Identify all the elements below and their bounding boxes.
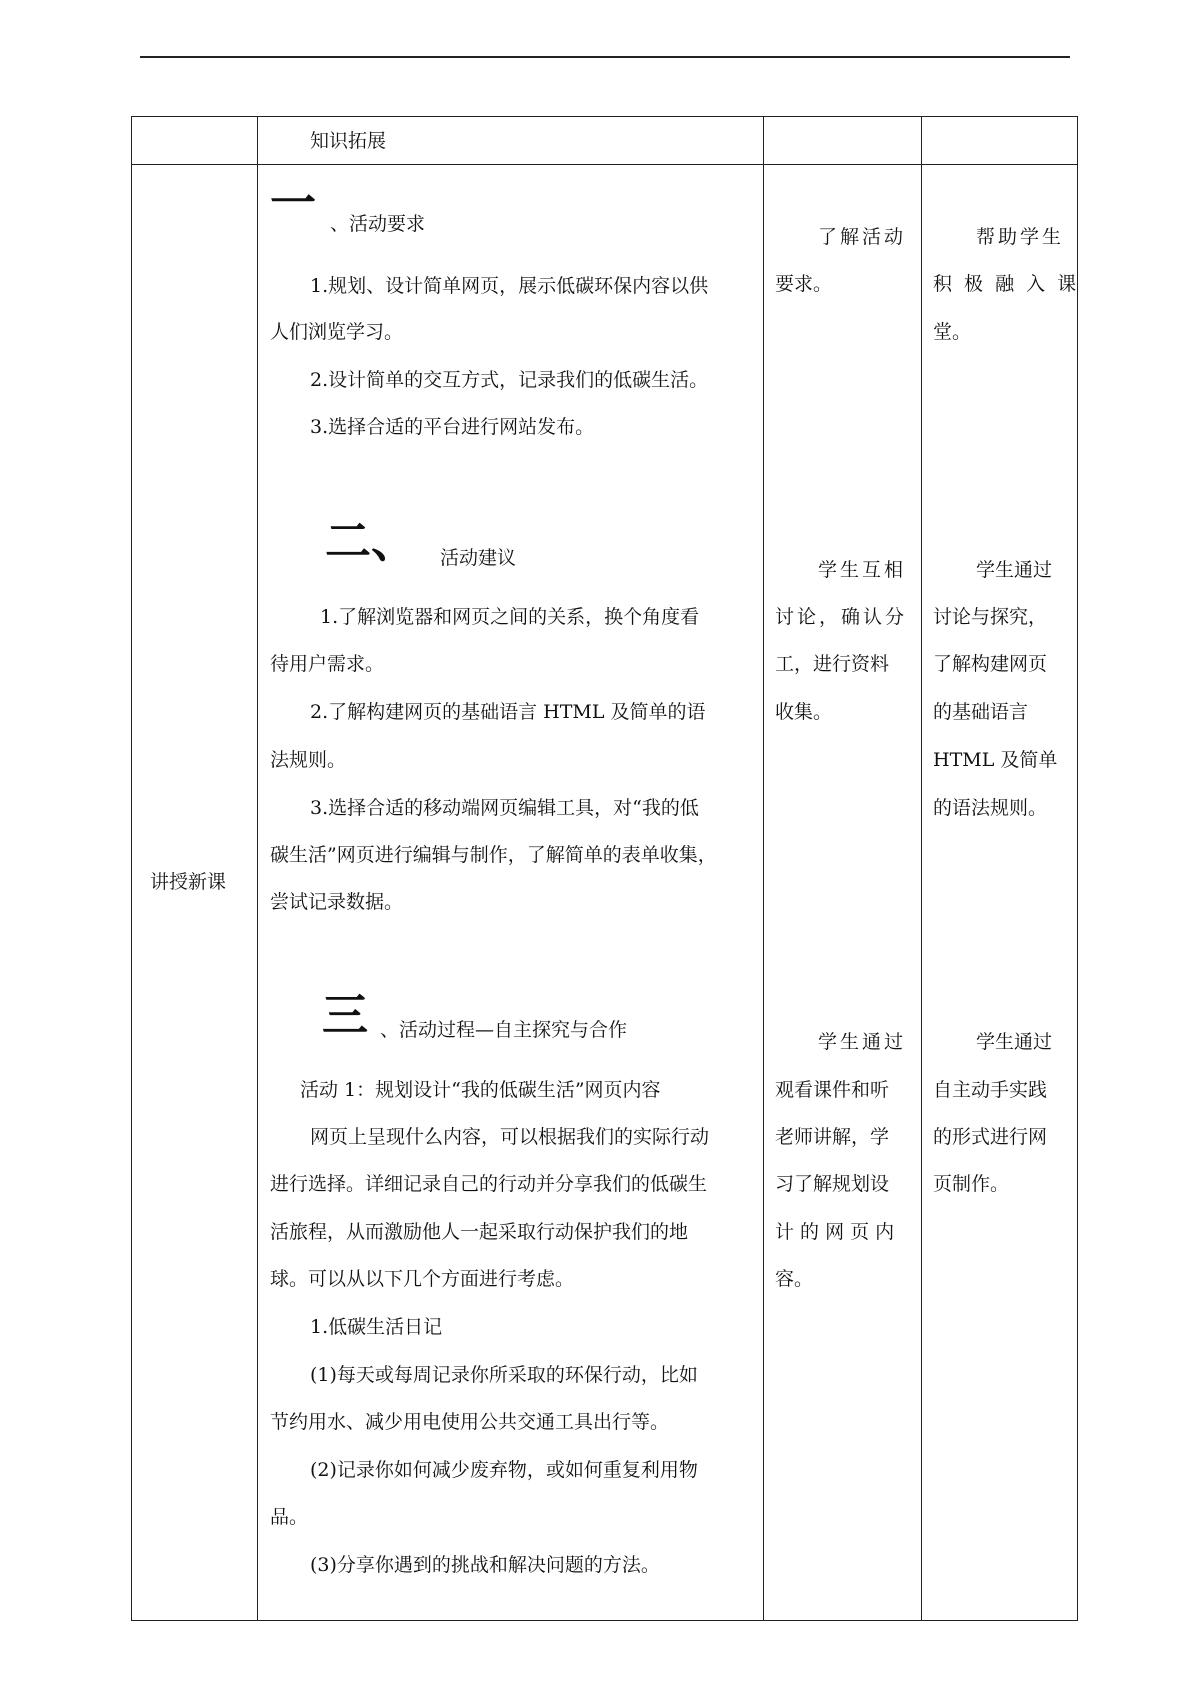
section-2-student-line: 讨论，确认分	[775, 606, 908, 628]
table-bottom-border	[131, 1620, 1078, 1621]
section-2-line: 尝试记录数据。	[270, 891, 404, 913]
section-3-line: 品。	[270, 1506, 309, 1528]
section-3-line: (3)分享你遇到的挑战和解决问题的方法。	[310, 1554, 660, 1576]
left-column-label: 讲授新课	[150, 871, 227, 893]
section-1-line: 3.选择合适的平台进行网站发布。	[310, 416, 595, 438]
section-1-student-line: 要求。	[775, 273, 833, 295]
section-3-student-line: 老师讲解，学	[775, 1126, 890, 1148]
table-right-border	[1077, 116, 1078, 1620]
section-2-student-line: 学生互相	[818, 559, 907, 581]
section-1-student-line: 了解活动	[818, 226, 907, 248]
column-divider-1	[257, 116, 258, 1620]
section-1-line: 2.设计简单的交互方式，记录我们的低碳生活。	[310, 369, 709, 391]
top-row-content: 知识拓展	[310, 130, 387, 152]
section-1-line: 1.规划、设计简单网页，展示低碳环保内容以供	[310, 275, 709, 297]
section-1-intent-line: 积 极 融 入 课	[933, 273, 1080, 295]
section-2-intent-line: HTML 及简单	[933, 749, 1058, 771]
section-3-student-line: 容。	[775, 1268, 814, 1290]
section-2-line: 法规则。	[270, 749, 347, 771]
section-3-student-line: 习了解规划设	[775, 1173, 890, 1195]
section-3-line: 进行选择。详细记录自己的行动并分享我们的低碳生	[270, 1173, 708, 1195]
section-2-line: 2.了解构建网页的基础语言 HTML 及简单的语	[310, 701, 706, 723]
section-3-intent-line: 的形式进行网	[933, 1126, 1048, 1148]
section-3-line: 网页上呈现什么内容，可以根据我们的实际行动	[310, 1126, 710, 1148]
section-2-numeral: 二、	[325, 514, 417, 568]
section-2-line: 1.了解浏览器和网页之间的关系，换个角度看	[320, 606, 700, 628]
section-2-line: 3.选择合适的移动端网页编辑工具，对“我的低	[310, 797, 699, 819]
section-3-intent-line: 页制作。	[933, 1173, 1010, 1195]
section-3-line: 活动 1：规划设计“我的低碳生活”网页内容	[300, 1079, 661, 1101]
section-2-line: 碳生活”网页进行编辑与制作，了解简单的表单收集，	[270, 844, 717, 866]
section-2-student-line: 收集。	[775, 701, 833, 723]
section-1-intent-line: 帮助学生	[976, 226, 1065, 248]
section-2-heading: 活动建议	[440, 547, 517, 569]
column-divider-2	[763, 116, 764, 1620]
table-top-border	[131, 116, 1078, 117]
section-1-intent-line: 堂。	[933, 321, 972, 343]
section-3-line: 节约用水、减少用电使用公共交通工具出行等。	[270, 1411, 670, 1433]
table-row-divider	[131, 164, 1078, 165]
section-3-student-line: 计 的 网 页 内	[775, 1221, 895, 1243]
section-3-line: (1)每天或每周记录你所采取的环保行动，比如	[310, 1364, 698, 1386]
section-2-line: 待用户需求。	[270, 653, 385, 675]
section-2-intent-line: 的基础语言	[933, 701, 1029, 723]
section-3-student-line: 观看课件和听	[775, 1079, 890, 1101]
section-2-intent-line: 学生通过	[976, 559, 1053, 581]
section-3-numeral: 三	[322, 988, 368, 1042]
section-2-intent-line: 了解构建网页	[933, 653, 1048, 675]
section-3-line: 球。可以从以下几个方面进行考虑。	[270, 1268, 575, 1290]
section-2-intent-line: 讨论与探究，	[933, 606, 1048, 628]
section-2-intent-line: 的语法规则。	[933, 797, 1048, 819]
section-3-line: 活旅程，从而激励他人一起采取行动保护我们的地	[270, 1221, 689, 1243]
section-1-numeral: 一	[270, 176, 316, 230]
section-2-student-line: 工，进行资料	[775, 653, 890, 675]
section-3-line: (2)记录你如何减少废弃物，或如何重复利用物	[310, 1459, 698, 1481]
section-1-heading: 、活动要求	[330, 213, 426, 235]
section-3-heading: 、活动过程—自主探究与合作	[380, 1019, 628, 1041]
section-3-intent-line: 自主动手实践	[933, 1079, 1048, 1101]
section-3-intent-line: 学生通过	[976, 1031, 1053, 1053]
section-3-student-line: 学生通过	[818, 1031, 907, 1053]
column-divider-3	[921, 116, 922, 1620]
section-3-line: 1.低碳生活日记	[310, 1316, 443, 1338]
table-left-border	[131, 116, 132, 1620]
section-1-line: 人们浏览学习。	[270, 321, 404, 343]
